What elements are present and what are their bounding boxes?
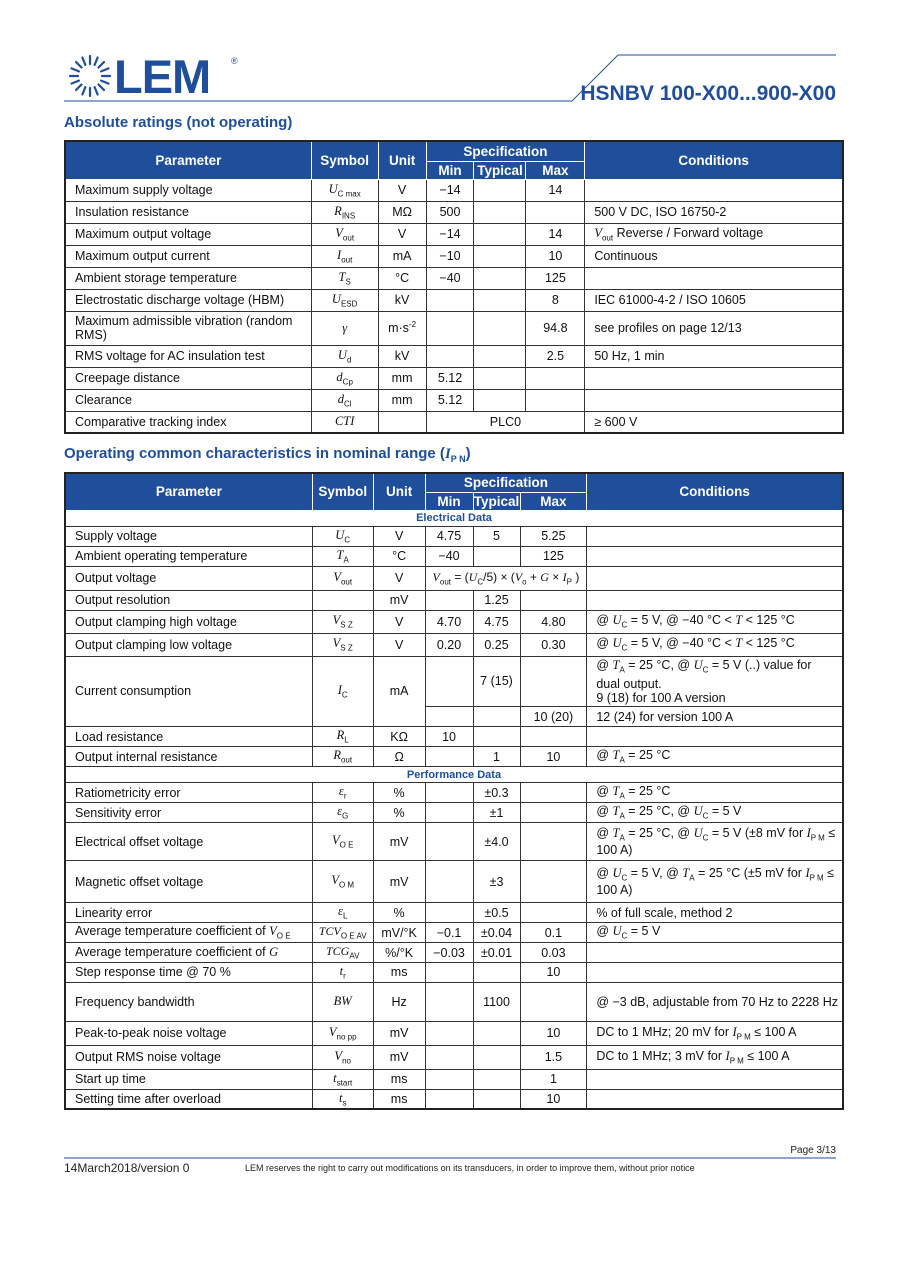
section-subheader: Electrical Data xyxy=(65,510,843,526)
condition-cell xyxy=(587,590,843,610)
min-cell: −14 xyxy=(426,179,474,201)
min-cell xyxy=(425,783,473,803)
unit-cell: % xyxy=(373,903,425,923)
min-cell xyxy=(425,803,473,823)
param-cell: Maximum supply voltage xyxy=(65,179,311,201)
document-title: HSNBV 100-X00...900-X00 xyxy=(580,82,836,105)
table-row xyxy=(65,245,843,267)
min-cell xyxy=(426,311,474,345)
unit-cell: kV xyxy=(378,345,426,367)
table-row xyxy=(65,823,843,861)
table-row xyxy=(65,411,843,433)
table-row xyxy=(65,943,843,963)
typical-cell: 7 (15) xyxy=(473,656,520,707)
condition-cell: @ $T_A = 25$ °C xyxy=(587,747,843,767)
condition-cell xyxy=(587,526,843,546)
symbol-cell: $R_{out}$ xyxy=(312,747,373,767)
max-cell: 14 xyxy=(526,179,585,201)
param-cell: Ratiometricity error xyxy=(65,783,312,803)
header-typical: Typical xyxy=(473,493,520,509)
max-cell: 0.03 xyxy=(520,943,587,963)
unit-cell: mV xyxy=(373,1045,425,1069)
min-cell xyxy=(425,1045,473,1069)
unit-cell: mV xyxy=(373,590,425,610)
footer-rule xyxy=(64,1157,836,1159)
typical-cell xyxy=(473,1089,520,1109)
max-cell: 14 xyxy=(526,223,585,245)
footer-disclaimer: LEM reserves the right to carry out modifications on its transducers, in order to improve them, without prior notice xyxy=(245,1163,695,1173)
table-row xyxy=(65,803,843,823)
param-cell: Ambient storage temperature xyxy=(65,267,311,289)
typical-cell xyxy=(474,389,526,411)
unit-cell: V xyxy=(373,526,425,546)
symbol-cell: BW xyxy=(312,982,373,1021)
symbol-cell: $T_A$ xyxy=(312,546,373,566)
symbol-cell: $t_s$ xyxy=(312,1089,373,1109)
unit-cell: $m\cdot s^{-2}$ xyxy=(378,311,426,345)
table-row xyxy=(65,289,843,311)
max-cell xyxy=(526,201,585,223)
condition-cell xyxy=(587,1089,843,1109)
min-cell xyxy=(426,345,474,367)
param-cell: Maximum output voltage xyxy=(65,223,311,245)
registered-mark: ® xyxy=(231,56,238,66)
condition-cell xyxy=(587,546,843,566)
header-conditions: Conditions xyxy=(585,141,843,179)
condition-cell xyxy=(587,943,843,963)
condition-cell: @ $T_A = 25$ °C, @ $U_C = 5$ V (..) value for dual output. 9 (18) for 100 A version xyxy=(587,656,843,707)
min-cell xyxy=(425,982,473,1021)
section-title-operating: Operating common characteristics in nominal range $(I_{P N})$ xyxy=(64,445,471,464)
min-cell xyxy=(426,289,474,311)
header-parameter: Parameter xyxy=(65,141,311,179)
min-cell: 5.12 xyxy=(426,389,474,411)
unit-cell: mA xyxy=(378,245,426,267)
unit-cell: mm xyxy=(378,367,426,389)
condition-cell: DC to 1 MHz; 20 mV for $I_{P M} \le 100$ A xyxy=(587,1021,843,1045)
param-cell: Supply voltage xyxy=(65,526,312,546)
max-cell xyxy=(520,823,587,861)
section-subheader: Performance Data xyxy=(65,767,843,783)
min-cell xyxy=(425,1069,473,1089)
typical-cell xyxy=(473,546,520,566)
symbol-cell: $V_{out}$ xyxy=(311,223,378,245)
symbol-cell: CTI xyxy=(311,411,378,433)
min-cell xyxy=(425,963,473,983)
unit-cell: mA xyxy=(373,656,425,727)
min-cell xyxy=(425,823,473,861)
condition-cell: see profiles on page 12/13 xyxy=(585,311,843,345)
min-cell xyxy=(425,861,473,903)
section-subheader-row xyxy=(65,510,843,526)
param-cell: RMS voltage for AC insulation test xyxy=(65,345,311,367)
typical-cell: ±0.01 xyxy=(473,943,520,963)
section-subheader-row xyxy=(65,767,843,783)
header-unit: Unit xyxy=(373,473,425,510)
page-header xyxy=(0,0,900,110)
max-cell: 10 (20) xyxy=(520,707,587,727)
max-cell: 8 xyxy=(526,289,585,311)
symbol-cell: $d_{Cp}$ xyxy=(311,367,378,389)
header-min: Min xyxy=(426,161,474,179)
max-cell xyxy=(526,389,585,411)
min-cell: 500 xyxy=(426,201,474,223)
header-specification: Specification xyxy=(425,473,587,492)
max-cell: 5.25 xyxy=(520,526,587,546)
condition-cell: 12 (24) for version 100 A xyxy=(587,707,843,727)
typical-cell xyxy=(474,179,526,201)
table-row xyxy=(65,566,843,590)
typical-cell: 0.25 xyxy=(473,633,520,656)
unit-cell: V xyxy=(378,223,426,245)
param-cell: Clearance xyxy=(65,389,311,411)
table-row xyxy=(65,747,843,767)
min-cell: −14 xyxy=(426,223,474,245)
max-cell: 10 xyxy=(520,1089,587,1109)
max-cell: 125 xyxy=(526,267,585,289)
symbol-cell: $T_S$ xyxy=(311,267,378,289)
typical-cell xyxy=(474,367,526,389)
unit-cell: kV xyxy=(378,289,426,311)
condition-cell xyxy=(587,727,843,747)
table-row xyxy=(65,963,843,983)
unit-cell: KΩ xyxy=(373,727,425,747)
condition-cell xyxy=(585,389,843,411)
unit-cell: mV xyxy=(373,823,425,861)
symbol-cell: $U_C$ xyxy=(312,526,373,546)
symbol-cell: $V_{no pp}$ xyxy=(312,1021,373,1045)
symbol-cell: γ xyxy=(311,311,378,345)
typical-cell xyxy=(474,267,526,289)
table-row xyxy=(65,223,843,245)
typical-cell: 5 xyxy=(473,526,520,546)
symbol-cell: $d_{Cl}$ xyxy=(311,389,378,411)
table-row xyxy=(65,1021,843,1045)
symbol-cell: $V_{O M}$ xyxy=(312,861,373,903)
typical-cell: ±4.0 xyxy=(473,823,520,861)
unit-cell: ms xyxy=(373,1089,425,1109)
min-cell: −0.03 xyxy=(425,943,473,963)
condition-cell: 50 Hz, 1 min xyxy=(585,345,843,367)
symbol-cell: $\varepsilon_r$ xyxy=(312,783,373,803)
max-cell xyxy=(526,367,585,389)
typical-cell xyxy=(473,727,520,747)
typical-cell xyxy=(474,289,526,311)
table-row xyxy=(65,727,843,747)
max-cell xyxy=(520,903,587,923)
symbol-cell: $U_{ESD}$ xyxy=(311,289,378,311)
table-row xyxy=(65,1045,843,1069)
typical-cell: ±3 xyxy=(473,861,520,903)
table-row xyxy=(65,861,843,903)
condition-cell xyxy=(587,963,843,983)
table-row xyxy=(65,923,843,943)
max-cell xyxy=(520,656,587,707)
typical-cell: 1.25 xyxy=(473,590,520,610)
condition-cell: % of full scale, method 2 xyxy=(587,903,843,923)
typical-cell: ±0.5 xyxy=(473,903,520,923)
symbol-cell: $I_{out}$ xyxy=(311,245,378,267)
unit-cell: °C xyxy=(378,267,426,289)
condition-cell: @ −3 dB, adjustable from 70 Hz to 2228 Hz xyxy=(587,982,843,1021)
typical-cell: ±0.3 xyxy=(473,783,520,803)
unit-cell: mV/°K xyxy=(373,923,425,943)
unit-cell: V xyxy=(373,610,425,633)
typical-cell: ±1 xyxy=(473,803,520,823)
table-row xyxy=(65,590,843,610)
param-cell: Output RMS noise voltage xyxy=(65,1045,312,1069)
min-cell xyxy=(425,903,473,923)
section-title-absolute-ratings: Absolute ratings (not operating) xyxy=(64,114,293,131)
footer-date: 14March2018/version 0 xyxy=(64,1161,190,1175)
max-cell: 0.30 xyxy=(520,633,587,656)
param-cell: Magnetic offset voltage xyxy=(65,861,312,903)
table-row xyxy=(65,179,843,201)
absolute-ratings-table xyxy=(64,140,844,434)
min-cell: 10 xyxy=(425,727,473,747)
max-cell xyxy=(520,783,587,803)
param-cell: Output internal resistance xyxy=(65,747,312,767)
unit-cell: V xyxy=(378,179,426,201)
param-cell: Insulation resistance xyxy=(65,201,311,223)
max-cell: 4.80 xyxy=(520,610,587,633)
table-row xyxy=(65,903,843,923)
unit-cell: °C xyxy=(373,546,425,566)
formula-cell: $V_{out} = (U_C/5) \times (V_o + G \times I_P$ ) xyxy=(425,566,587,590)
min-cell: −0.1 xyxy=(425,923,473,943)
param-cell: Output clamping high voltage xyxy=(65,610,312,633)
param-cell: Output resolution xyxy=(65,590,312,610)
unit-cell xyxy=(378,411,426,433)
condition-cell: ≥ 600 V xyxy=(585,411,843,433)
unit-cell: ms xyxy=(373,963,425,983)
max-cell: 1.5 xyxy=(520,1045,587,1069)
symbol-cell: $I_C$ xyxy=(312,656,373,727)
unit-cell: mm xyxy=(378,389,426,411)
condition-cell xyxy=(585,267,843,289)
typical-cell: 1 xyxy=(473,747,520,767)
param-cell: Current consumption xyxy=(65,656,312,727)
max-cell: 1 xyxy=(520,1069,587,1089)
symbol-cell: $V_{S Z}$ xyxy=(312,610,373,633)
condition-cell: Continuous xyxy=(585,245,843,267)
condition-cell: DC to 1 MHz; 3 mV for $I_{P M} \le 100$ A xyxy=(587,1045,843,1069)
min-cell: −10 xyxy=(426,245,474,267)
condition-cell: @ $T_A = 25$ °C, @ $U_C = 5$ V (±8 mV for $I_{P M} \le 100$ A) xyxy=(587,823,843,861)
param-cell: Maximum admissible vibration (random RMS) xyxy=(65,311,311,345)
condition-cell xyxy=(585,367,843,389)
table-row xyxy=(65,783,843,803)
symbol-cell: $R_L$ xyxy=(312,727,373,747)
min-cell: −40 xyxy=(425,546,473,566)
sunburst-icon xyxy=(66,52,114,100)
table-row xyxy=(65,982,843,1021)
param-cell: Step response time @ 70 % xyxy=(65,963,312,983)
typical-cell xyxy=(474,223,526,245)
unit-cell: mV xyxy=(373,861,425,903)
min-cell: 4.75 xyxy=(425,526,473,546)
condition-cell: @ $T_A = 25$ °C xyxy=(587,783,843,803)
max-cell xyxy=(520,727,587,747)
min-cell xyxy=(425,590,473,610)
table-row xyxy=(65,526,843,546)
condition-cell: @ $T_A = 25$ °C, @ $U_C = 5$ V xyxy=(587,803,843,823)
condition-cell: IEC 61000-4-2 / ISO 10605 xyxy=(585,289,843,311)
max-cell: 10 xyxy=(520,747,587,767)
typical-cell xyxy=(473,1069,520,1089)
min-cell: 4.70 xyxy=(425,610,473,633)
unit-cell: MΩ xyxy=(378,201,426,223)
lem-logo xyxy=(66,52,246,102)
max-cell: 0.1 xyxy=(520,923,587,943)
condition-cell: @ $U_C = 5$ V, @ −40 °C < T < 125 °C xyxy=(587,610,843,633)
typical-cell: 1100 xyxy=(473,982,520,1021)
unit-cell: V xyxy=(373,566,425,590)
min-cell xyxy=(425,1089,473,1109)
table-row xyxy=(65,389,843,411)
symbol-cell: $V_{S Z}$ xyxy=(312,633,373,656)
param-cell: Output voltage xyxy=(65,566,312,590)
table-row xyxy=(65,656,843,707)
typical-cell xyxy=(473,963,520,983)
table-row xyxy=(65,311,843,345)
condition-cell: @ $U_C = 5$ V xyxy=(587,923,843,943)
table-row xyxy=(65,267,843,289)
symbol-cell: $U_{C max}$ xyxy=(311,179,378,201)
typical-cell xyxy=(473,1021,520,1045)
min-cell xyxy=(425,747,473,767)
param-cell: Creepage distance xyxy=(65,367,311,389)
max-cell: 10 xyxy=(520,1021,587,1045)
condition-cell xyxy=(585,179,843,201)
unit-cell: mV xyxy=(373,1021,425,1045)
table-row xyxy=(65,367,843,389)
param-cell: Load resistance xyxy=(65,727,312,747)
max-cell xyxy=(520,803,587,823)
param-cell: Peak-to-peak noise voltage xyxy=(65,1021,312,1045)
min-cell: 5.12 xyxy=(426,367,474,389)
header-max: Max xyxy=(526,161,585,179)
header-specification: Specification xyxy=(426,141,585,161)
unit-cell: Ω xyxy=(373,747,425,767)
max-cell xyxy=(520,861,587,903)
symbol-cell: $\varepsilon_L$ xyxy=(312,903,373,923)
max-cell: 94.8 xyxy=(526,311,585,345)
max-cell: 2.5 xyxy=(526,345,585,367)
table-row xyxy=(65,201,843,223)
param-cell: Electrical offset voltage xyxy=(65,823,312,861)
typical-cell: 4.75 xyxy=(473,610,520,633)
condition-cell xyxy=(587,1069,843,1089)
typical-cell xyxy=(474,245,526,267)
typical-cell xyxy=(473,1045,520,1069)
table-row xyxy=(65,1069,843,1089)
symbol-cell: $TCV_{O E AV}$ xyxy=(312,923,373,943)
symbol-cell: $U_d$ xyxy=(311,345,378,367)
header-symbol: Symbol xyxy=(312,473,373,510)
unit-cell: % xyxy=(373,783,425,803)
logo-text: LEM xyxy=(114,50,211,103)
min-cell: 0.20 xyxy=(425,633,473,656)
header-unit: Unit xyxy=(378,141,426,179)
typical-cell xyxy=(474,345,526,367)
param-cell: Linearity error xyxy=(65,903,312,923)
unit-cell: Hz xyxy=(373,982,425,1021)
param-cell: Frequency bandwidth xyxy=(65,982,312,1021)
condition-cell: @ $U_C = 5$ V, @ −40 °C < T < 125 °C xyxy=(587,633,843,656)
typical-cell xyxy=(473,707,520,727)
min-cell: −40 xyxy=(426,267,474,289)
symbol-cell xyxy=(312,590,373,610)
header-conditions: Conditions xyxy=(587,473,843,510)
typical-cell xyxy=(474,201,526,223)
table-row xyxy=(65,345,843,367)
symbol-cell: $t_r$ xyxy=(312,963,373,983)
operating-characteristics-table xyxy=(64,472,844,1110)
table-row xyxy=(65,633,843,656)
symbol-cell: $R_{INS}$ xyxy=(311,201,378,223)
typical-cell xyxy=(474,311,526,345)
param-cell: Comparative tracking index xyxy=(65,411,311,433)
condition-cell: $V_{out}$ Reverse / Forward voltage xyxy=(585,223,843,245)
param-cell: Sensitivity error xyxy=(65,803,312,823)
min-cell xyxy=(425,707,473,727)
max-cell xyxy=(520,982,587,1021)
symbol-cell: $V_{out}$ xyxy=(312,566,373,590)
symbol-cell: $TCG_{AV}$ xyxy=(312,943,373,963)
min-cell xyxy=(425,1021,473,1045)
unit-cell: % xyxy=(373,803,425,823)
unit-cell: ms xyxy=(373,1069,425,1089)
page-number: Page 3/13 xyxy=(790,1145,836,1156)
max-cell: 10 xyxy=(526,245,585,267)
param-cell: Start up time xyxy=(65,1069,312,1089)
condition-cell xyxy=(587,566,843,590)
typical-cell: ±0.04 xyxy=(473,923,520,943)
param-cell: Average temperature coefficient of $V_{O E}$ xyxy=(65,923,312,943)
table-row xyxy=(65,610,843,633)
condition-cell: @ $U_C = 5$ V, @ $T_A = 25$ °C (±5 mV for $I_{P M} \le 100$ A) xyxy=(587,861,843,903)
min-cell xyxy=(425,656,473,707)
header-min: Min xyxy=(425,492,473,510)
symbol-cell: $V_{no}$ xyxy=(312,1045,373,1069)
param-cell: Average temperature coefficient of G xyxy=(65,943,312,963)
condition-cell: 500 V DC, ISO 16750-2 xyxy=(585,201,843,223)
param-cell: Maximum output current xyxy=(65,245,311,267)
header-typical: Typical xyxy=(474,161,526,179)
header-parameter: Parameter xyxy=(65,473,312,510)
spec-cell: PLC0 xyxy=(426,411,585,433)
param-cell: Electrostatic discharge voltage (HBM) xyxy=(65,289,311,311)
header-max: Max xyxy=(520,492,587,510)
max-cell: 10 xyxy=(520,963,587,983)
header-symbol: Symbol xyxy=(311,141,378,179)
table-row xyxy=(65,546,843,566)
max-cell: 125 xyxy=(520,546,587,566)
table-row xyxy=(65,1089,843,1109)
param-cell: Setting time after overload xyxy=(65,1089,312,1109)
max-cell xyxy=(520,590,587,610)
symbol-cell: $V_{O E}$ xyxy=(312,823,373,861)
unit-cell: V xyxy=(373,633,425,656)
param-cell: Output clamping low voltage xyxy=(65,633,312,656)
symbol-cell: $t_{start}$ xyxy=(312,1069,373,1089)
unit-cell: %/°K xyxy=(373,943,425,963)
symbol-cell: $\varepsilon_G$ xyxy=(312,803,373,823)
param-cell: Ambient operating temperature xyxy=(65,546,312,566)
